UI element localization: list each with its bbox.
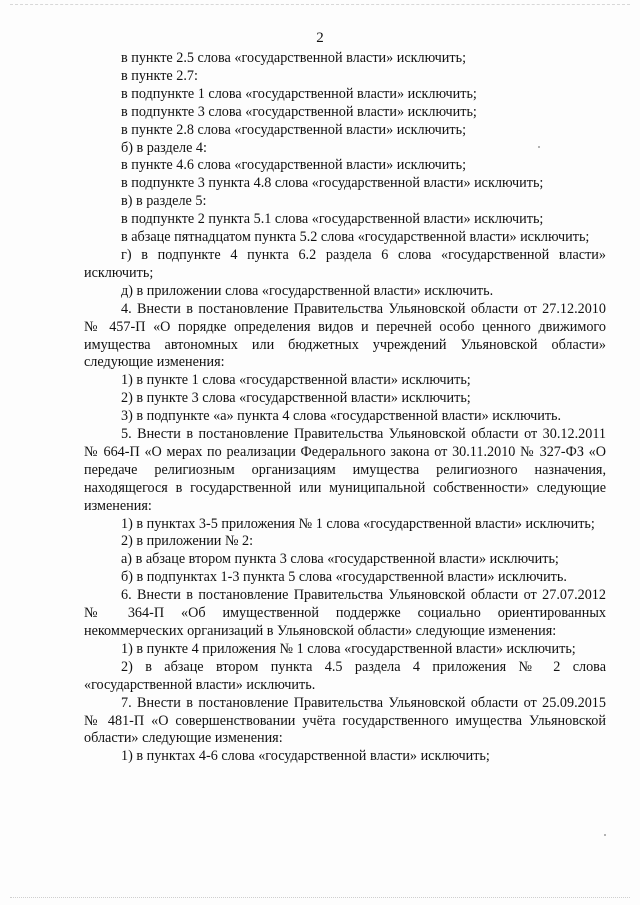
- paragraph: в подпункте 2 пункта 5.1 слова «государственной власти» исключить;: [121, 211, 544, 228]
- paragraph: 2) в абзаце втором пункта 4.5 раздела 4 приложения № 2 слова «государственной власти» исключить.: [84, 658, 606, 693]
- paragraph: 1) в пунктах 3-5 приложения № 1 слова «государственной власти» исключить;: [121, 515, 595, 532]
- scan-speck: [604, 834, 606, 836]
- paragraph: в подпункте 3 пункта 4.8 слова «государственной власти» исключить;: [121, 175, 544, 192]
- paragraph: в пункте 4.6 слова «государственной власти» исключить;: [121, 157, 467, 174]
- paragraph: в подпункте 1 слова «государственной власти» исключить;: [121, 85, 477, 102]
- scan-edge-bottom: [10, 897, 630, 899]
- paragraph: г) в подпункте 4 пункта 6.2 раздела 6 слова «государственной власти» исключить;: [84, 246, 606, 281]
- paragraph: 3) в подпункте «а» пункта 4 слова «государственной власти» исключить.: [121, 408, 562, 425]
- paragraph: 1) в пунктах 4-6 слова «государственной власти» исключить;: [121, 748, 490, 765]
- paragraph: в подпункте 3 слова «государственной власти» исключить;: [121, 103, 477, 120]
- paragraph: 1) в пункте 4 приложения № 1 слова «государственной власти» исключить;: [121, 640, 576, 657]
- paragraph: в пункте 2.5 слова «государственной власти» исключить;: [121, 50, 467, 66]
- paragraph: 1) в пункте 1 слова «государственной власти» исключить;: [121, 372, 471, 389]
- page-number: 2: [316, 30, 324, 46]
- paragraph: 6. Внести в постановление Правительства Ульяновской области от 27.07.2012 № 364-П «Об имущественной поддержке социально ориентированных некоммерческих организаций в Ульяновской области» следующие изменения:: [84, 587, 606, 639]
- paragraph: в абзаце пятнадцатом пункта 5.2 слова «государственной власти» исключить;: [121, 229, 590, 246]
- paragraph: 7. Внести в постановление Правительства Ульяновской области от 25.09.2015 № 481-П «О совершенствовании учёта государственного имущества Ульяновской области» следующие изменения:: [84, 694, 606, 747]
- scan-edge-top: [10, 4, 630, 6]
- paragraph: б) в разделе 4:: [121, 139, 207, 156]
- paragraph: в) в разделе 5:: [121, 193, 207, 210]
- document-body: [84, 50, 606, 766]
- paragraph: б) в подпунктах 1-3 пункта 5 слова «государственной власти» исключить.: [121, 569, 567, 586]
- scan-speck: [538, 146, 540, 148]
- paragraph: 2) в приложении № 2:: [121, 533, 254, 550]
- paragraph: в пункте 2.7:: [121, 67, 198, 84]
- paragraph: 5. Внести в постановление Правительства Ульяновской области от 30.12.2011 № 664-П «О мерах по реализации Федерального закона от 30.11.2010 № 327-ФЗ «О передаче религиозным организациям имущества религиозного назначения, находящегося в государственной или муниципальной собственности» следующие изменения:: [84, 426, 606, 514]
- paragraph: в пункте 2.8 слова «государственной власти» исключить;: [121, 121, 467, 138]
- paragraph: д) в приложении слова «государственной власти» исключить.: [121, 282, 494, 299]
- paragraph: 2) в пункте 3 слова «государственной власти» исключить;: [121, 390, 471, 407]
- paragraph: 4. Внести в постановление Правительства Ульяновской области от 27.12.2010 № 457-П «О порядке определения видов и перечней особо ценного движимого имущества автономных или бюджетных учреждений Ульяновской области» следующие изменения:: [84, 300, 606, 371]
- paragraph: а) в абзаце втором пункта 3 слова «государственной власти» исключить;: [121, 551, 559, 568]
